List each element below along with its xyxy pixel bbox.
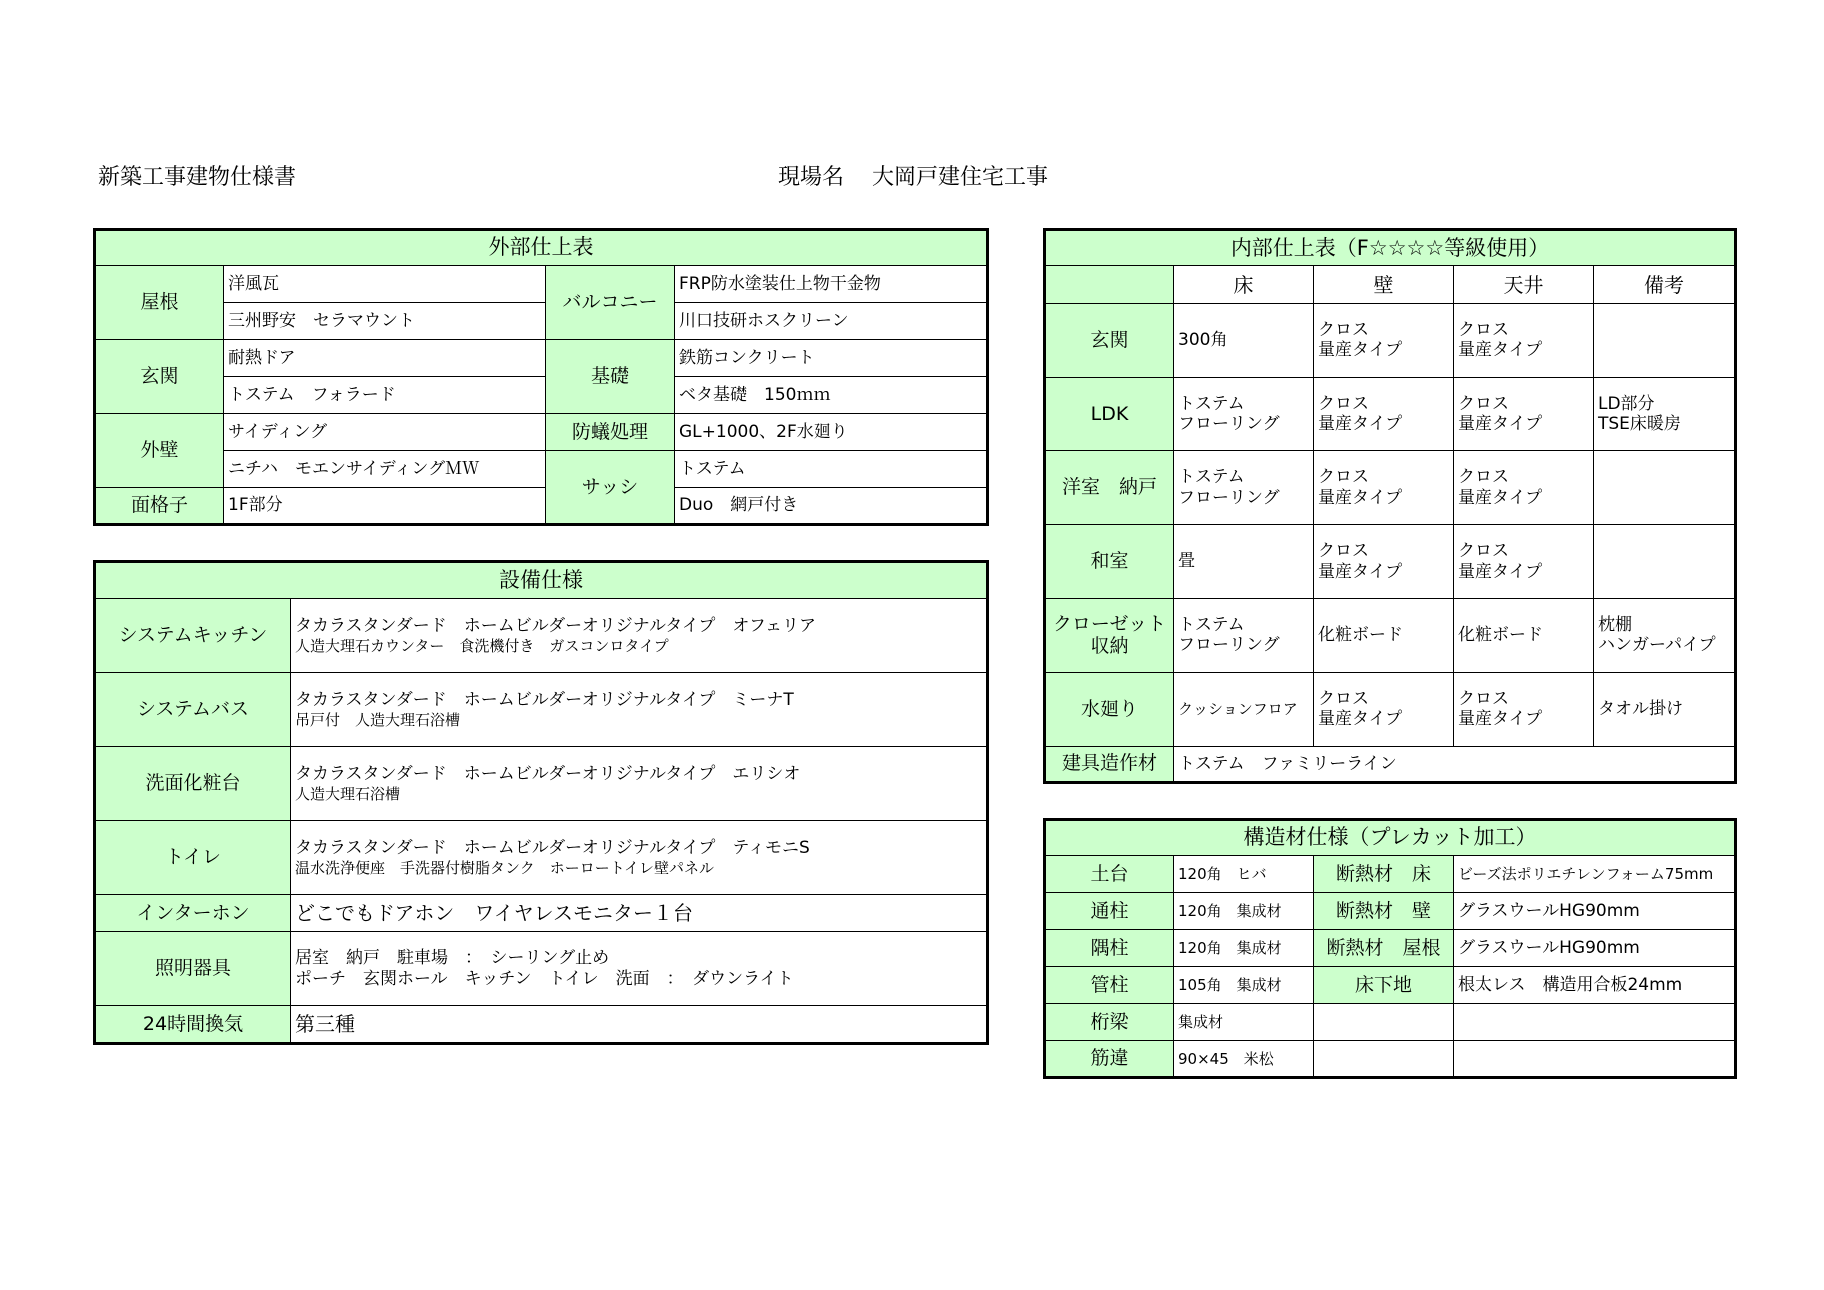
entrance-wall-2: 量産タイプ bbox=[1318, 340, 1403, 361]
kitchen-spec bbox=[291, 599, 988, 673]
roof-product: 三州野安 セラマウント bbox=[224, 303, 546, 340]
western-floor bbox=[1174, 451, 1314, 525]
western-ceiling-1: クロス bbox=[1458, 467, 1509, 488]
site-name bbox=[778, 160, 1048, 191]
western-floor-2: フローリング bbox=[1178, 487, 1280, 508]
ldk-wall bbox=[1314, 377, 1454, 451]
interior-finish-table bbox=[1043, 228, 1737, 784]
brace-extra-value bbox=[1454, 1041, 1736, 1078]
interior-col-wall: 壁 bbox=[1314, 266, 1454, 303]
post-value: 105角 集成材 bbox=[1174, 967, 1314, 1004]
wall-insulation-label: 断熱材 壁 bbox=[1314, 893, 1454, 930]
lighting-line-2: ポーチ 玄関ホール キッチン トイレ 洗面 ： ダウンライト bbox=[295, 968, 794, 989]
closet-note-1: 枕棚 bbox=[1598, 614, 1632, 635]
toilet-spec bbox=[291, 821, 988, 895]
floor-insulation-label: 断熱材 床 bbox=[1314, 856, 1454, 893]
closet-label-1: クローゼット bbox=[1052, 612, 1167, 635]
wall-insulation-value: グラスウールHG90mm bbox=[1454, 893, 1736, 930]
entrance-ceiling-1: クロス bbox=[1458, 319, 1509, 340]
intercom-label: インターホン bbox=[95, 895, 291, 932]
ventilation-label: 24時間換気 bbox=[95, 1006, 291, 1044]
western-floor-1: トステム bbox=[1178, 467, 1245, 488]
foundation-type: ベタ基礎 150ｍｍ bbox=[675, 377, 988, 414]
ldk-floor-2: フローリング bbox=[1178, 413, 1280, 434]
closet-note-2: ハンガーパイプ bbox=[1598, 635, 1716, 656]
wet-floor: クッションフロア bbox=[1174, 672, 1314, 746]
subfloor-value: 根太レス 構造用合板24mm bbox=[1454, 967, 1736, 1004]
lighting-label: 照明器具 bbox=[95, 932, 291, 1006]
site-label: 現場名 bbox=[778, 165, 845, 190]
wet-wall-2: 量産タイプ bbox=[1318, 709, 1403, 730]
room-closet bbox=[1045, 598, 1174, 672]
termite-spec: GL+1000、2F水廻り bbox=[675, 414, 988, 451]
western-wall-2: 量産タイプ bbox=[1318, 487, 1403, 508]
sill-value: 120角 ヒバ bbox=[1174, 856, 1314, 893]
roof-material: 洋風瓦 bbox=[224, 266, 546, 303]
ldk-ceiling-2: 量産タイプ bbox=[1458, 413, 1543, 434]
kitchen-main: タカラスタンダード ホームビルダーオリジナルタイプ オフェリア bbox=[295, 616, 817, 637]
termite-label: 防蟻処理 bbox=[546, 414, 675, 451]
wet-wall-1: クロス bbox=[1318, 688, 1369, 709]
corner-column-label: 隅柱 bbox=[1045, 930, 1174, 967]
kitchen-label: システムキッチン bbox=[95, 599, 291, 673]
japanese-ceiling-2: 量産タイプ bbox=[1458, 561, 1543, 582]
ldk-note-2: TSE床暖房 bbox=[1598, 413, 1681, 434]
site-value: 大岡戸建住宅工事 bbox=[872, 165, 1049, 190]
sash-maker: トステム bbox=[675, 451, 988, 488]
toilet-main: タカラスタンダード ホームビルダーオリジナルタイプ ティモニS bbox=[295, 838, 810, 859]
interior-title: 内部仕上表（F☆☆☆☆等級使用） bbox=[1045, 230, 1736, 266]
japanese-floor bbox=[1174, 525, 1314, 599]
entrance-note bbox=[1594, 303, 1736, 377]
beam-extra-value bbox=[1454, 1004, 1736, 1041]
beam-extra-label bbox=[1314, 1004, 1454, 1041]
brace-value: 90×45 米松 bbox=[1174, 1041, 1314, 1078]
vanity-spec bbox=[291, 747, 988, 821]
wet-note: タオル掛け bbox=[1594, 672, 1736, 746]
interior-col-floor: 床 bbox=[1174, 266, 1314, 303]
entrance-label: 玄関 bbox=[95, 340, 224, 414]
japanese-wall-1: クロス bbox=[1318, 541, 1369, 562]
roof-insulation-value: グラスウールHG90mm bbox=[1454, 930, 1736, 967]
fittings-label: 建具造作材 bbox=[1045, 746, 1174, 782]
equipment-title: 設備仕様 bbox=[95, 562, 988, 599]
balcony-label: バルコニー bbox=[546, 266, 675, 340]
subfloor-label: 床下地 bbox=[1314, 967, 1454, 1004]
western-note bbox=[1594, 451, 1736, 525]
document-title: 新築工事建物仕様書 bbox=[98, 165, 297, 190]
sash-label: サッシ bbox=[546, 451, 675, 525]
interior-col-room bbox=[1045, 266, 1174, 303]
sash-product: Duo 網戸付き bbox=[675, 488, 988, 525]
post-label: 管柱 bbox=[1045, 967, 1174, 1004]
ldk-wall-1: クロス bbox=[1318, 393, 1369, 414]
room-western: 洋室 納戸 bbox=[1045, 451, 1174, 525]
entrance-ceiling bbox=[1454, 303, 1594, 377]
bath-sub: 吊戸付 人造大理石浴槽 bbox=[295, 710, 461, 729]
japanese-wall-2: 量産タイプ bbox=[1318, 561, 1403, 582]
ldk-ceiling-1: クロス bbox=[1458, 393, 1509, 414]
western-wall-1: クロス bbox=[1318, 467, 1369, 488]
balcony-product: 川口技研ホスクリーン bbox=[675, 303, 988, 340]
ldk-note bbox=[1594, 377, 1736, 451]
brace-label: 筋違 bbox=[1045, 1041, 1174, 1078]
roof-insulation-label: 断熱材 屋根 bbox=[1314, 930, 1454, 967]
japanese-ceiling-1: クロス bbox=[1458, 541, 1509, 562]
ldk-ceiling bbox=[1454, 377, 1594, 451]
wet-ceiling bbox=[1454, 672, 1594, 746]
closet-floor bbox=[1174, 598, 1314, 672]
sill-label: 土台 bbox=[1045, 856, 1174, 893]
ventilation-spec: 第三種 bbox=[291, 1006, 988, 1044]
beam-label: 桁梁 bbox=[1045, 1004, 1174, 1041]
vanity-label: 洗面化粧台 bbox=[95, 747, 291, 821]
roof-label: 屋根 bbox=[95, 266, 224, 340]
wet-wall bbox=[1314, 672, 1454, 746]
japanese-floor-1: 畳 bbox=[1178, 551, 1195, 572]
grille-label: 面格子 bbox=[95, 488, 224, 525]
foundation-material: 鉄筋コンクリート bbox=[675, 340, 988, 377]
bath-main: タカラスタンダード ホームビルダーオリジナルタイプ ミーナT bbox=[295, 690, 794, 711]
closet-note bbox=[1594, 598, 1736, 672]
entrance-floor bbox=[1174, 303, 1314, 377]
interior-col-ceiling: 天井 bbox=[1454, 266, 1594, 303]
room-wet-area: 水廻り bbox=[1045, 672, 1174, 746]
exterior-wall-label: 外壁 bbox=[95, 414, 224, 488]
japanese-note bbox=[1594, 525, 1736, 599]
room-entrance: 玄関 bbox=[1045, 303, 1174, 377]
floor-insulation-value: ビーズ法ポリエチレンフォーム75mm bbox=[1454, 856, 1736, 893]
western-ceiling-2: 量産タイプ bbox=[1458, 487, 1543, 508]
ldk-floor bbox=[1174, 377, 1314, 451]
balcony-spec: FRP防水塗装仕上物干金物 bbox=[675, 266, 988, 303]
japanese-wall bbox=[1314, 525, 1454, 599]
western-wall bbox=[1314, 451, 1454, 525]
ldk-note-1: LD部分 bbox=[1598, 393, 1655, 414]
kitchen-sub: 人造大理石カウンター 食洗機付き ガスコンロタイプ bbox=[295, 636, 669, 655]
room-japanese: 和室 bbox=[1045, 525, 1174, 599]
wet-ceiling-2: 量産タイプ bbox=[1458, 709, 1543, 730]
entrance-door: 耐熱ドア bbox=[224, 340, 546, 377]
japanese-ceiling bbox=[1454, 525, 1594, 599]
exterior-wall-product: ニチハ モエンサイディングＭＷ bbox=[224, 451, 546, 488]
through-column-value: 120角 集成材 bbox=[1174, 893, 1314, 930]
vanity-sub: 人造大理石浴槽 bbox=[295, 784, 401, 803]
closet-ceiling: 化粧ボード bbox=[1454, 598, 1594, 672]
interior-col-notes: 備考 bbox=[1594, 266, 1736, 303]
lighting-line-1: 居室 納戸 駐車場 ： シーリング止め bbox=[295, 948, 610, 969]
closet-floor-1: トステム bbox=[1178, 614, 1245, 635]
toilet-label: トイレ bbox=[95, 821, 291, 895]
bath-spec bbox=[291, 673, 988, 747]
vanity-main: タカラスタンダード ホームビルダーオリジナルタイプ エリシオ bbox=[295, 764, 801, 785]
entrance-wall-1: クロス bbox=[1318, 319, 1369, 340]
room-ldk: LDK bbox=[1045, 377, 1174, 451]
entrance-wall bbox=[1314, 303, 1454, 377]
corner-column-value: 120角 集成材 bbox=[1174, 930, 1314, 967]
grille-spec: 1F部分 bbox=[224, 488, 546, 525]
entrance-floor-1: 300角 bbox=[1178, 329, 1228, 350]
structure-title: 構造材仕様（プレカット加工） bbox=[1045, 820, 1736, 856]
toilet-sub: 温水洗浄便座 手洗器付樹脂タンク ホーロートイレ壁パネル bbox=[295, 858, 714, 877]
wet-ceiling-1: クロス bbox=[1458, 688, 1509, 709]
lighting-spec bbox=[291, 932, 988, 1006]
closet-label-2: 収納 bbox=[1090, 635, 1129, 658]
entrance-ceiling-2: 量産タイプ bbox=[1458, 340, 1543, 361]
closet-wall: 化粧ボード bbox=[1314, 598, 1454, 672]
closet-floor-2: フローリング bbox=[1178, 635, 1280, 656]
through-column-label: 通柱 bbox=[1045, 893, 1174, 930]
western-ceiling bbox=[1454, 451, 1594, 525]
ldk-wall-2: 量産タイプ bbox=[1318, 413, 1403, 434]
exterior-finish-table bbox=[93, 228, 989, 526]
ldk-floor-1: トステム bbox=[1178, 393, 1245, 414]
fittings-value: トステム ファミリーライン bbox=[1174, 746, 1736, 782]
exterior-title: 外部仕上表 bbox=[95, 230, 988, 266]
bath-label: システムバス bbox=[95, 673, 291, 747]
exterior-wall-material: サイディング bbox=[224, 414, 546, 451]
intercom-spec: どこでもドアホン ワイヤレスモニター１台 bbox=[291, 895, 988, 932]
equipment-table bbox=[93, 560, 989, 1045]
brace-extra-label bbox=[1314, 1041, 1454, 1078]
foundation-label: 基礎 bbox=[546, 340, 675, 414]
beam-value: 集成材 bbox=[1174, 1004, 1314, 1041]
structure-table bbox=[1043, 818, 1737, 1079]
entrance-product: トステム フォラード bbox=[224, 377, 546, 414]
